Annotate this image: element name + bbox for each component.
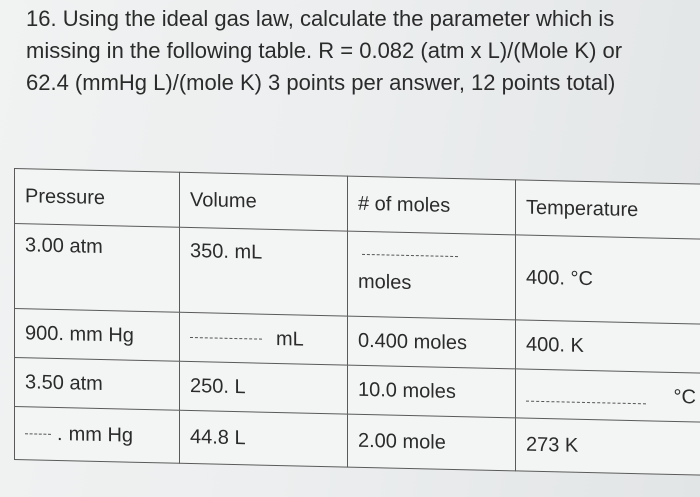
pressure-unit: mm Hg: [68, 422, 134, 447]
cell-pressure: 900. mm Hg: [15, 309, 180, 362]
header-temperature: Temperature: [516, 180, 700, 240]
moles-unit: moles: [358, 270, 412, 295]
volume-unit: mL: [276, 327, 304, 351]
gas-law-table-wrapper: [14, 168, 700, 484]
cell-volume: 350. mL: [180, 227, 348, 316]
header-pressure: Pressure: [15, 169, 180, 228]
cell-pressure: 3.50 atm: [15, 358, 180, 411]
question-line-3: 62.4 (mmHg L)/(mole K) 3 points per answer, 12 points total): [26, 70, 616, 95]
table-row: [15, 224, 700, 325]
cell-moles: 2.00 mole: [348, 414, 516, 471]
cell-temperature: 273 K: [516, 418, 700, 476]
question-text: [26, 3, 686, 99]
cell-volume: [180, 312, 348, 365]
cell-volume: 250. L: [180, 361, 348, 414]
cell-moles: 10.0 moles: [348, 365, 516, 418]
cell-temperature: 400. K: [516, 320, 700, 374]
answer-blank: [190, 336, 262, 339]
cell-pressure: 3.00 atm: [15, 224, 180, 313]
cell-volume: 44.8 L: [180, 410, 348, 467]
cell-pressure: [15, 407, 180, 464]
cell-temperature: [516, 369, 700, 423]
question-line-1: 16. Using the ideal gas law, calculate the parameter which is: [26, 6, 615, 31]
answer-blank: [25, 433, 51, 435]
answer-blank: [526, 400, 646, 404]
cell-moles: 0.400 moles: [348, 316, 516, 369]
cell-temperature: 400. °C: [516, 235, 700, 325]
question-line-2: missing in the following table. R = 0.082 (atm x L)/(Mole K) or: [26, 38, 623, 63]
cell-moles: [348, 231, 516, 320]
pressure-prefix: .: [57, 422, 63, 445]
header-moles: # of moles: [348, 176, 516, 235]
temperature-unit: °C: [673, 385, 696, 408]
answer-blank: [362, 254, 458, 257]
header-volume: Volume: [180, 172, 348, 231]
gas-law-table: [14, 168, 700, 476]
